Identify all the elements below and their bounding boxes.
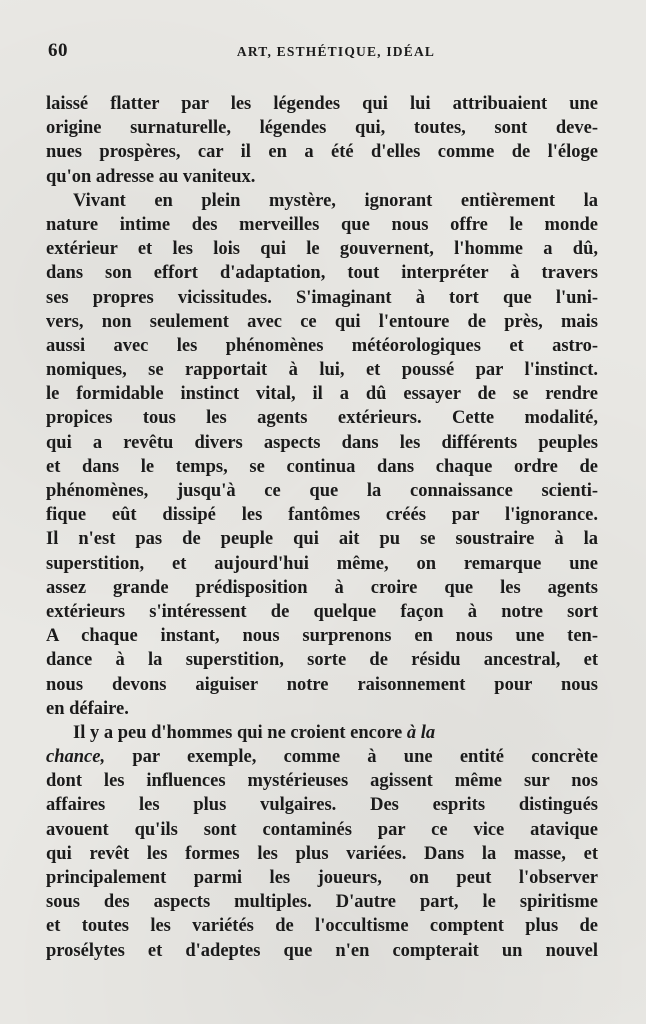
text-line: qui revêt les formes les plus variées. Dans la masse, et — [46, 843, 598, 864]
text-line: avouent qu'ils sont contaminés par ce vice atavique — [46, 819, 598, 840]
text-line: phénomènes, jusqu'à ce que la connaissance scienti- — [46, 481, 598, 501]
text-line: nous devons aiguiser notre raisonnement pour nous — [46, 674, 598, 695]
text-line: assez grande prédisposition à croire que les agents — [46, 577, 598, 598]
text-line: Vivant en plein mystère, ignorant entièrement la — [73, 190, 598, 211]
text-line: qu'on adresse au vaniteux. — [46, 166, 256, 187]
paragraph — [46, 189, 598, 721]
text-line: ses propres vicissitudes. S'imaginant à tort que l'uni- — [46, 287, 598, 308]
text-line: et toutes les variétés de l'occultisme comptent plus de — [46, 916, 598, 937]
text-line: nues prospères, car il en a été d'elles comme de l'éloge — [46, 142, 598, 163]
text-line: le formidable instinct vital, il a dû essayer de se rendre — [46, 384, 598, 405]
text-line: laissé flatter par les légendes qui lui attribuaient une — [46, 94, 598, 114]
text-line — [46, 721, 598, 745]
text-line: fique eût dissipé les fantômes créés par l'ignorance. — [46, 505, 598, 526]
text-line: nomiques, se rapportait à lui, et poussé par l'instinct. — [46, 360, 598, 381]
text-line: prosélytes et d'adeptes que n'en compterait un nouvel — [46, 940, 598, 961]
paragraph — [46, 92, 598, 189]
text-line: vers, non seulement avec ce qui l'entoure de près, mais — [46, 311, 598, 332]
page-header — [48, 40, 606, 66]
text-line: extérieurs s'intéressent de quelque façon à notre sort — [46, 601, 598, 622]
text-line: A chaque instant, nous surprenons en nous une ten- — [46, 626, 598, 647]
text-line: superstition, et aujourd'hui même, on remarque une — [46, 553, 598, 574]
text-line — [46, 745, 598, 769]
text-line: dans son effort d'adaptation, tout interpréter à travers — [46, 263, 598, 284]
page-number: 60 — [48, 40, 68, 61]
body-text — [46, 92, 598, 963]
paragraph — [46, 721, 598, 963]
text-line: en défaire. — [46, 698, 129, 719]
text-line: affaires les plus vulgaires. Des esprits distingués — [46, 795, 598, 816]
text-line: sous des aspects multiples. D'autre part, le spiritisme — [46, 892, 598, 913]
text-line: et dans le temps, se continua dans chaque ordre de — [46, 456, 598, 477]
text-line: qui a revêtu divers aspects dans les différents peuples — [46, 432, 598, 453]
text-line: principalement parmi les joueurs, on peut l'observer — [46, 868, 598, 888]
text-line: dont les influences mystérieuses agissent même sur nos — [46, 771, 598, 792]
text-line: extérieur et les lois qui le gouvernent, l'homme a dû, — [46, 239, 598, 260]
text-line: origine surnaturelle, légendes qui, toutes, sont deve- — [46, 118, 598, 139]
text-line: aussi avec les phénomènes météorologiques et astro- — [46, 335, 598, 356]
text-line: Il n'est pas de peuple qui ait pu se soustraire à la — [46, 529, 598, 550]
text-run: Il y a peu d'hommes qui ne croient encore — [73, 722, 407, 743]
text-line: propices tous les agents extérieurs. Cette modalité, — [46, 408, 598, 429]
running-head: ART, ESTHÉTIQUE, IDÉAL — [236, 44, 436, 59]
text-run: par exemple, comme à une entité concrète — [105, 747, 598, 768]
text-line: dance à la superstition, sorte de résidu ancestral, et — [46, 650, 598, 671]
italic-run: à la — [406, 722, 436, 743]
italic-run: chance, — [46, 747, 106, 768]
text-line: nature intime des merveilles que nous offre le monde — [46, 214, 598, 235]
